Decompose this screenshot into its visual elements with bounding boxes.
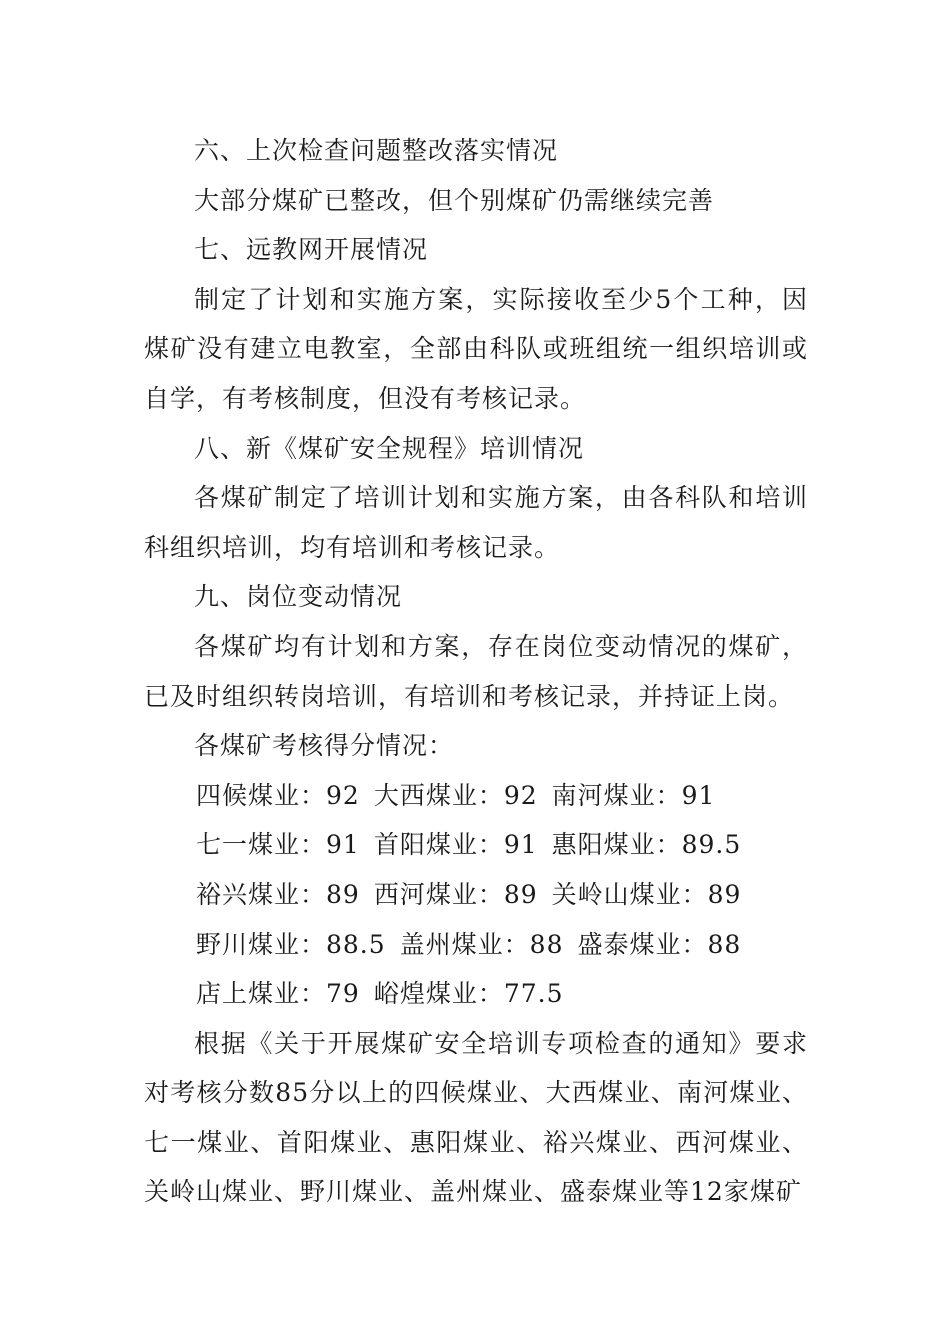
score-item: 野川煤业：88.5 [196,929,386,959]
score-item: 关岭山煤业：89 [551,879,742,909]
score-row [144,969,808,1019]
section-6-heading: 六、上次检查问题整改落实情况 [194,136,559,165]
document-body [144,126,808,1217]
score-row [144,771,808,821]
score-row [144,870,808,920]
score-item: 峪煌煤业：77.5 [373,979,564,1009]
score-item: 首阳煤业：91 [373,830,538,860]
score-item: 盛泰煤业：88 [577,929,742,959]
section-9-body: 各煤矿均有计划和方案，存在岗位变动情况的煤矿，已及时组织转岗培训，有培训和考核记录，并持证上岗。 [144,631,808,711]
score-row [144,820,808,870]
score-item: 裕兴煤业：89 [196,879,360,909]
section-9-heading: 九、岗位变动情况 [194,582,403,612]
section-8-body: 各煤矿制定了培训计划和实施方案，由各科队和培训科组织培训，均有培训和考核记录。 [144,483,808,562]
scores-title: 各煤矿考核得分情况： [194,731,455,761]
score-item: 盖州煤业：88 [399,929,564,959]
section-8-heading: 八、新《煤矿安全规程》培训情况 [194,433,585,463]
score-item: 七一煤业：91 [196,830,360,860]
score-item: 店上煤业：79 [196,979,360,1009]
score-item: 四候煤业：92 [196,780,360,810]
score-item: 西河煤业：89 [373,879,538,909]
score-row [144,920,808,970]
score-item: 惠阳煤业：89.5 [551,830,742,860]
section-7-heading: 七、远教网开展情况 [194,235,429,265]
conclusion-paragraph: 根据《关于开展煤矿安全培训专项检查的通知》要求对考核分数85分以上的四候煤业、大西煤业、南河煤业、七一煤业、首阳煤业、惠阳煤业、裕兴煤业、西河煤业、关岭山煤业、野川煤业、盖州煤业、盛泰煤业等12家煤矿 [144,1028,808,1207]
section-6-body: 大部分煤矿已整改，但个别煤矿仍需继续完善 [194,185,715,215]
score-item: 大西煤业：92 [373,780,538,810]
section-7-body: 制定了计划和实施方案，实际接收至少5个工种，因煤矿没有建立电教室，全部由科队或班组统一组织培训或自学，有考核制度，但没有考核记录。 [144,284,808,413]
score-item: 南河煤业：91 [551,780,716,810]
